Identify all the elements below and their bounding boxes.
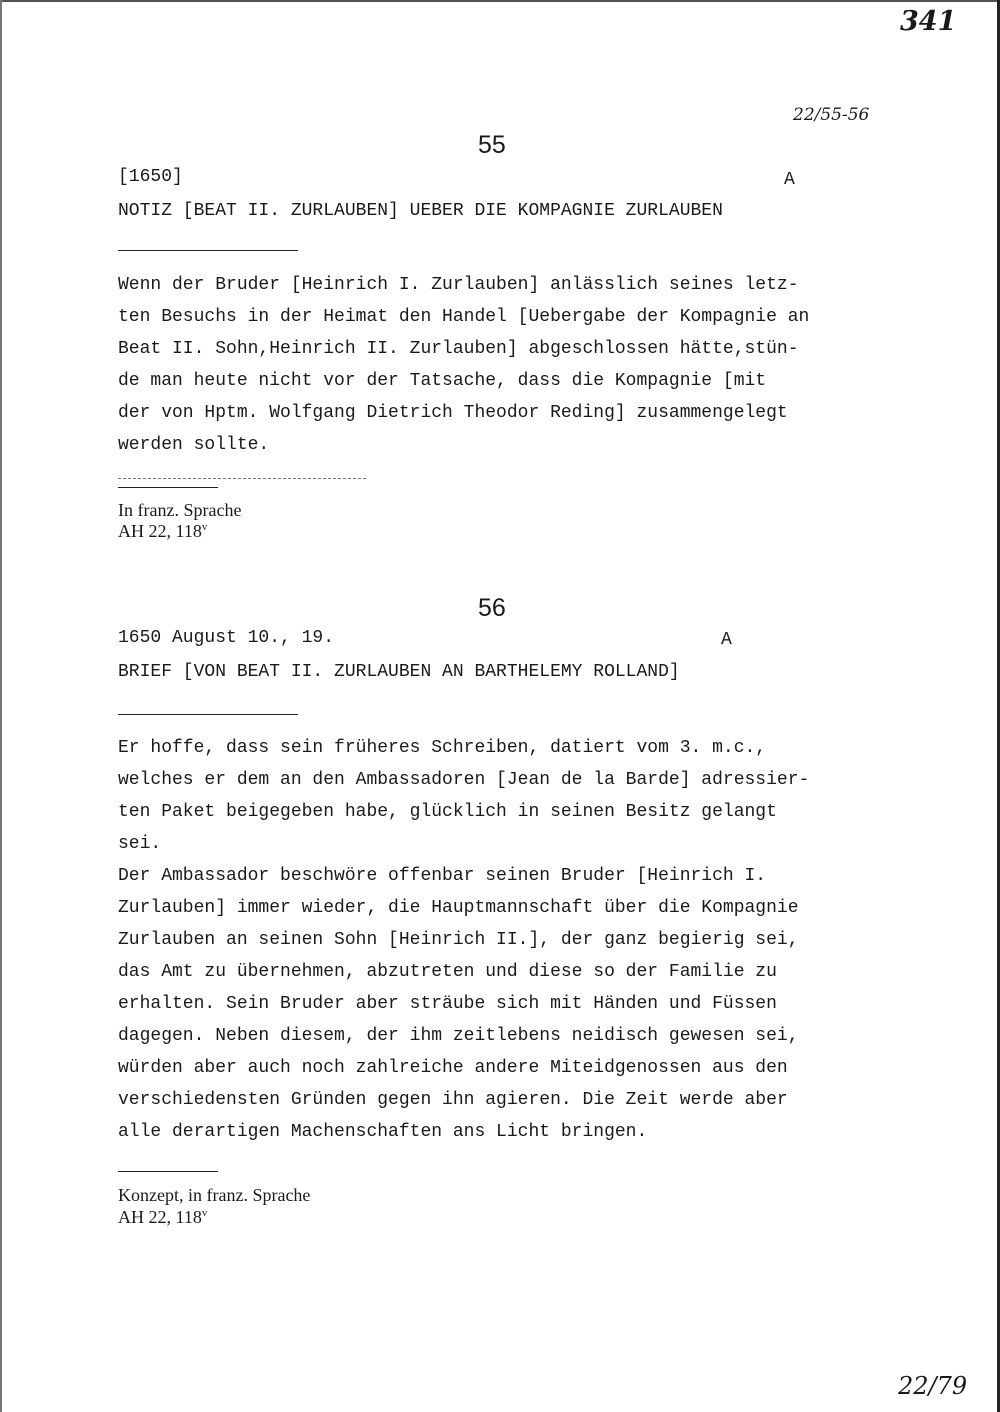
doc56-body — [118, 732, 898, 1148]
doc56-body-line: Zurlauben an seinen Sohn [Heinrich II.], der ganz begierig sei, — [118, 930, 799, 950]
doc55-number: 55 — [478, 131, 506, 159]
doc56-note-rule — [118, 1171, 218, 1172]
scan-edge-top — [0, 0, 1000, 2]
doc55-note-rule — [118, 487, 218, 488]
doc55-date: [1650] — [118, 167, 183, 187]
doc56-title-rule — [118, 714, 298, 715]
doc55-body-line: der von Hptm. Wolfgang Dietrich Theodor Reding] zusammengelegt — [118, 403, 788, 423]
doc56-body-line: würden aber auch noch zahlreiche andere Miteidgenossen aus den — [118, 1058, 788, 1078]
doc55-source-verso: v — [201, 521, 208, 533]
doc55-body — [118, 269, 898, 461]
doc55-note-language: In franz. Sprache — [118, 500, 242, 520]
doc55-grade: A — [784, 170, 795, 190]
document-reference: 22/55-56 — [793, 105, 870, 125]
doc56-body-line: Der Ambassador beschwöre offenbar seinen Bruder [Heinrich I. — [118, 866, 767, 886]
doc56-body-line: ten Paket beigegeben habe, glücklich in seinen Besitz gelangt — [118, 802, 777, 822]
doc56-body-line: dagegen. Neben diesem, der ihm zeitlebens neidisch gewesen sei, — [118, 1026, 799, 1046]
doc56-number: 56 — [478, 594, 506, 622]
doc55-source-text: AH 22, 118 — [118, 521, 202, 541]
doc55-dashed-rule — [118, 478, 366, 479]
doc56-title: BRIEF [VON BEAT II. ZURLAUBEN AN BARTHELEMY ROLLAND] — [118, 662, 680, 682]
handwritten-folio-number: 22/79 — [898, 1372, 968, 1400]
doc55-body-line: de man heute nicht vor der Tatsache, dass die Kompagnie [mit — [118, 371, 767, 391]
doc56-source-text: AH 22, 118 — [118, 1207, 202, 1227]
doc55-body-line: ten Besuchs in der Heimat den Handel [Uebergabe der Kompagnie an — [118, 307, 810, 327]
handwritten-page-number: 341 — [900, 6, 957, 37]
doc56-body-line: Zurlauben] immer wieder, die Hauptmannschaft über die Kompagnie — [118, 898, 799, 918]
doc56-note-language: Konzept, in franz. Sprache — [118, 1185, 311, 1205]
doc55-title: NOTIZ [BEAT II. ZURLAUBEN] UEBER DIE KOMPAGNIE ZURLAUBEN — [118, 201, 723, 221]
doc56-body-line: sei. — [118, 834, 162, 854]
doc56-body-line: Er hoffe, dass sein früheres Schreiben, datiert vom 3. m.c., — [118, 738, 767, 758]
doc55-body-line: Wenn der Bruder [Heinrich I. Zurlauben] anlässlich seines letz- — [118, 275, 799, 295]
doc55-body-line: werden sollte. — [118, 435, 270, 455]
doc56-body-line: verschiedensten Gründen gegen ihn agieren. Die Zeit werde aber — [118, 1090, 788, 1110]
doc55-note-source — [118, 521, 207, 542]
doc56-source-verso: v — [201, 1207, 208, 1219]
doc56-body-line: das Amt zu übernehmen, abzutreten und diese so der Familie zu — [118, 962, 777, 982]
doc56-body-line: alle derartigen Machenschaften ans Licht bringen. — [118, 1122, 648, 1142]
scan-edge-left — [0, 0, 2, 1412]
doc56-body-line: erhalten. Sein Bruder aber sträube sich mit Händen und Füssen — [118, 994, 777, 1014]
doc56-date: 1650 August 10., 19. — [118, 628, 335, 648]
doc55-body-line: Beat II. Sohn,Heinrich II. Zurlauben] abgeschlossen hätte,stün- — [118, 339, 799, 359]
doc56-note-source — [118, 1207, 207, 1228]
doc56-body-line: welches er dem an den Ambassadoren [Jean de la Barde] adressier- — [118, 770, 810, 790]
doc56-grade: A — [721, 630, 732, 650]
doc55-title-rule — [118, 250, 298, 251]
